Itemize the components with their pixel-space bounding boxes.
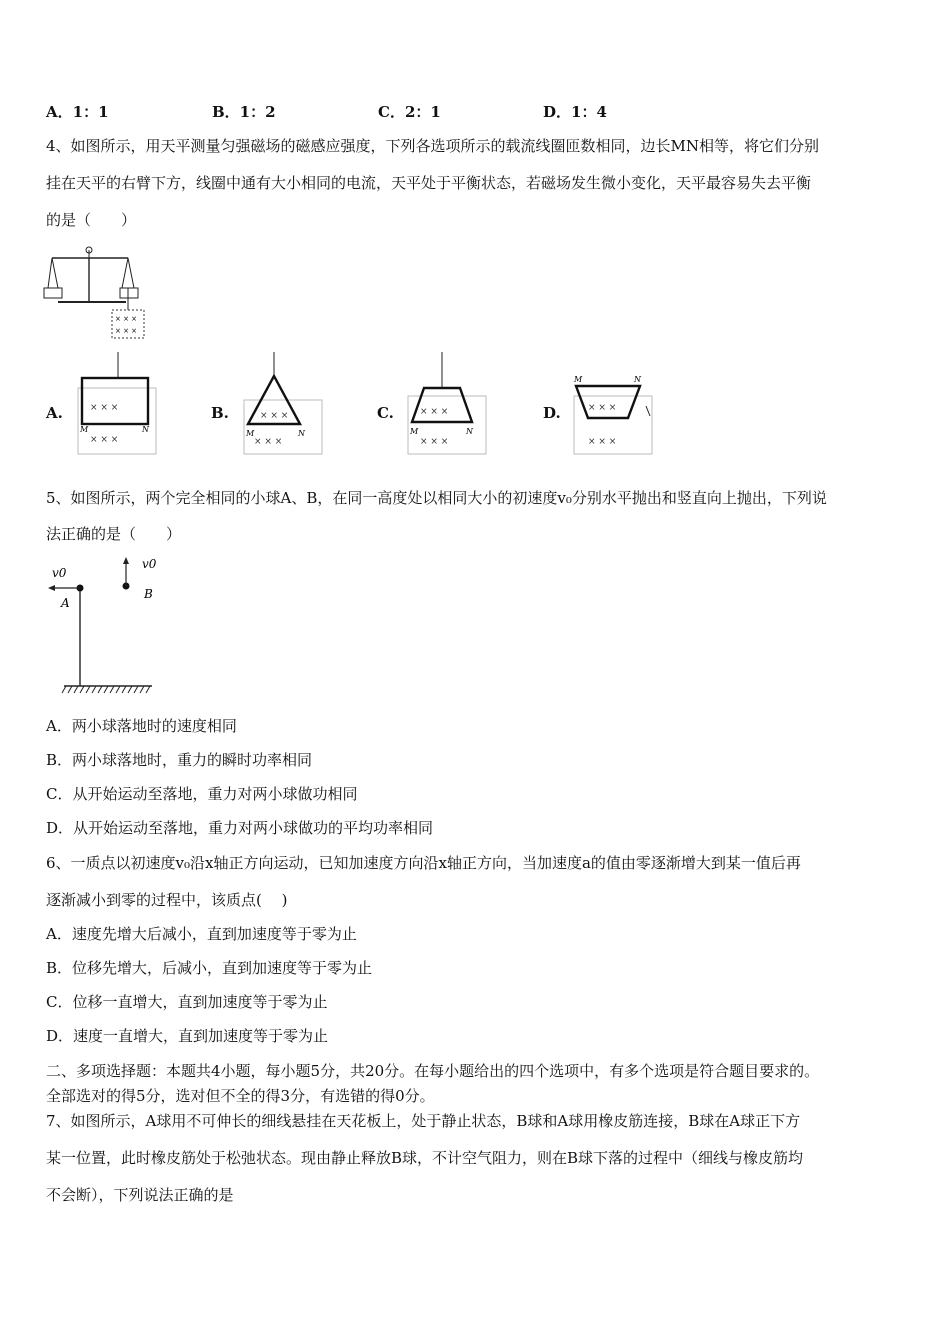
- q3-option-a: A．1：1: [46, 103, 109, 121]
- svg-text:× × ×: × × ×: [420, 407, 449, 417]
- q5-fig-v0-left: v0: [52, 566, 67, 580]
- q4-question-line-1: 4、如图所示，用天平测量匀强磁场的磁感应强度，下列各选项所示的载流线圈匝数相同，边长MN相等，将它们分别: [46, 137, 820, 155]
- balance-figure: [40, 240, 150, 340]
- q5-fig-label-b: B: [144, 587, 153, 601]
- q5-option-b: B．两小球落地时，重力的瞬时功率相同: [46, 751, 313, 769]
- svg-text:M: M: [80, 425, 89, 434]
- svg-text:× × ×: × × ×: [90, 403, 119, 413]
- q6-option-b: B．位移先增大，后减小，直到加速度等于零为止: [46, 959, 373, 977]
- svg-text:N: N: [142, 425, 149, 434]
- section-2-heading-line-2: 全部选对的得5分，选对但不全的得3分，有选错的得0分。: [46, 1087, 435, 1105]
- q5-fig-v0-right: v0: [142, 557, 157, 571]
- q6-option-c: C．位移一直增大，直到加速度等于零为止: [46, 993, 328, 1011]
- q4-option-a-label: A.: [46, 404, 63, 422]
- q5-option-d: D．从开始运动至落地，重力对两小球做功的平均功率相同: [46, 819, 434, 837]
- section-2-heading-line-1: 二、多项选择题：本题共4小题，每小题5分，共20分。在每小题给出的四个选项中，有多个选项是符合题目要求的。: [46, 1062, 820, 1080]
- q7-question-line-3: 不会断），下列说法正确的是: [46, 1186, 234, 1204]
- q6-question-line-1: 6、一质点以初速度v₀沿x轴正方向运动，已知加速度方向沿x轴正方向，当加速度a的值由零逐渐增大到某一值后再: [46, 854, 801, 872]
- q4-option-b-label: B.: [211, 404, 229, 422]
- q5-projectile-figure: [44, 552, 164, 700]
- q5-question-line-1: 5、如图所示，两个完全相同的小球A、B，在同一高度处以相同大小的初速度v₀分别水平抛出和竖直向上抛出，下列说: [46, 489, 827, 507]
- q6-question-line-2: 逐渐减小到零的过程中，该质点( ): [46, 891, 288, 909]
- q6-option-d: D．速度一直增大，直到加速度等于零为止: [46, 1027, 329, 1045]
- svg-text:N: N: [634, 375, 641, 384]
- svg-text:N: N: [298, 429, 305, 438]
- q4-option-a-rectangle-coil: [72, 350, 162, 458]
- svg-text:× × ×: × × ×: [588, 403, 617, 413]
- q5-option-c: C．从开始运动至落地，重力对两小球做功相同: [46, 785, 358, 803]
- q5-option-a: A．两小球落地时的速度相同: [46, 717, 237, 735]
- q3-option-d: D．1：4: [543, 103, 607, 121]
- svg-text:N: N: [466, 427, 473, 436]
- q4-question-line-2: 挂在天平的右臂下方，线圈中通有大小相同的电流，天平处于平衡状态，若磁场发生微小变化，天平最容易失去平衡: [46, 174, 812, 192]
- q4-option-c-trapezoid-coil: [402, 350, 492, 458]
- q5-fig-label-a: A: [61, 596, 70, 610]
- svg-text:× × ×: × × ×: [90, 435, 119, 445]
- svg-text:× × ×: × × ×: [588, 437, 617, 447]
- q5-question-line-2: 法正确的是（ ）: [46, 525, 182, 543]
- svg-text:× × ×: × × ×: [115, 327, 138, 335]
- svg-text:× × ×: × × ×: [260, 411, 289, 421]
- q4-option-b-triangle-coil: [238, 350, 328, 458]
- q3-option-b: B．1：2: [212, 103, 276, 121]
- q6-option-a: A．速度先增大后减小，直到加速度等于零为止: [46, 925, 357, 943]
- svg-text:× × ×: × × ×: [420, 437, 449, 447]
- q4-question-line-3: 的是（ ）: [46, 211, 137, 229]
- svg-text:M: M: [410, 427, 419, 436]
- q3-option-c: C．2：1: [378, 103, 441, 121]
- q4-option-d-inverted-trapezoid-coil: [568, 372, 658, 458]
- svg-text:M: M: [246, 429, 255, 438]
- svg-text:× × ×: × × ×: [115, 315, 138, 323]
- q4-option-c-label: C.: [377, 404, 394, 422]
- svg-text:× × ×: × × ×: [254, 437, 283, 447]
- q7-question-line-2: 某一位置，此时橡皮筋处于松弛状态。现由静止释放B球，不计空气阻力，则在B球下落的过程中（细线与橡皮筋均: [46, 1149, 804, 1167]
- q4-option-d-label: D.: [543, 404, 561, 422]
- svg-text:M: M: [574, 375, 583, 384]
- q7-question-line-1: 7、如图所示，A球用不可伸长的细线悬挂在天花板上，处于静止状态，B球和A球用橡皮筋连接，B球在A球正下方: [46, 1112, 801, 1130]
